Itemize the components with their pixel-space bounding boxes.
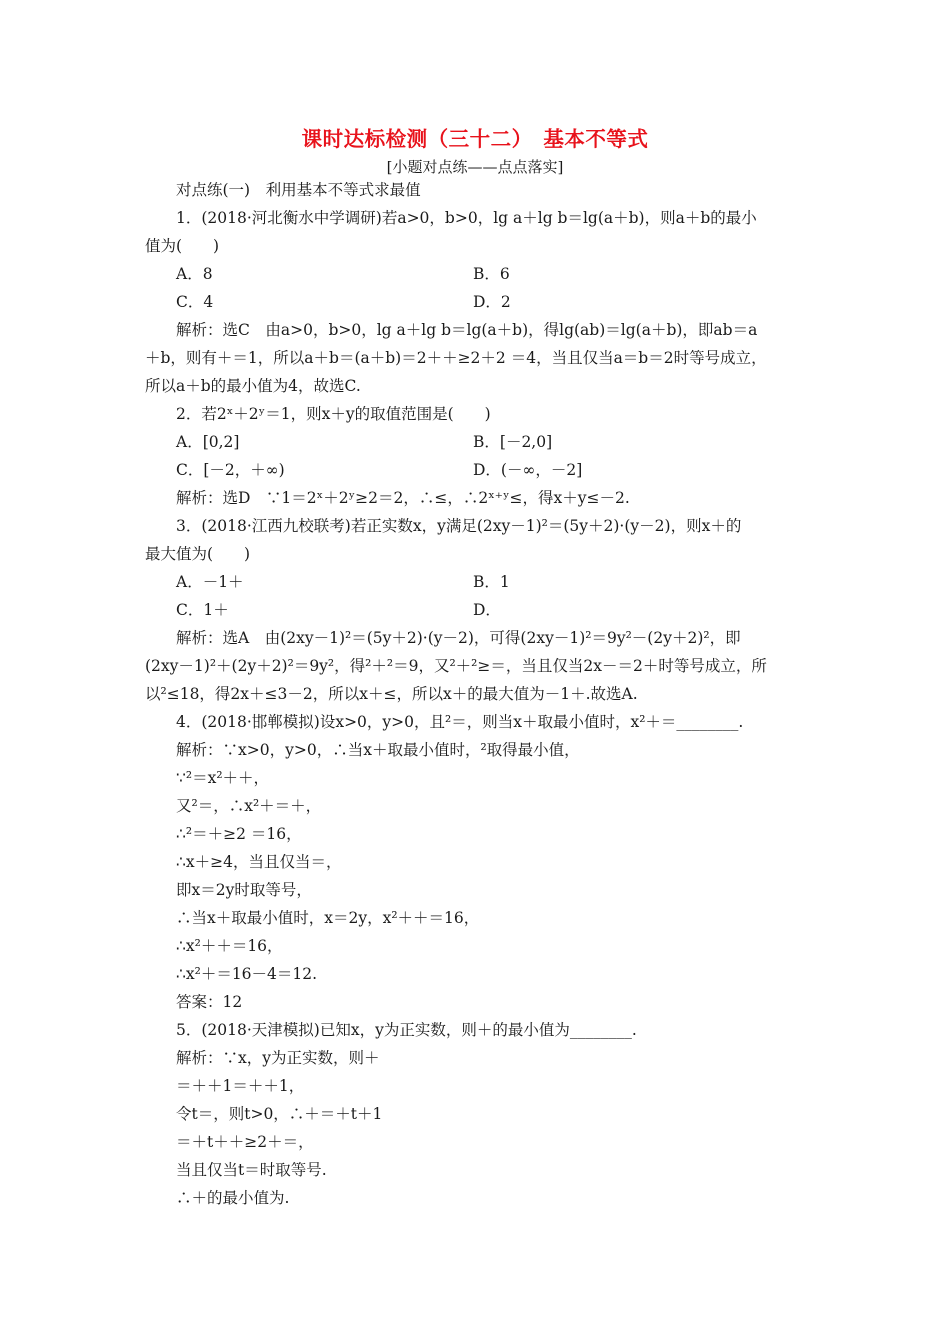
q1-option-a: A．8 xyxy=(176,265,213,283)
q3-solution-line: (2xy－1)²＋(2y＋2)²＝9y²，得²＋²＝9，又²＋²≥＝，当且仅当2x－＝2＋时等号成立，所 xyxy=(145,657,767,675)
q4-solution-line: ∴当x＋取最小值时，x＝2y，x²＋＋＝16， xyxy=(176,909,480,927)
question-5-stem: 5．(2018·天津模拟)已知x，y为正实数，则＋的最小值为________. xyxy=(176,1021,637,1039)
q4-solution-line: ∴x²＋＋＝16， xyxy=(176,937,283,955)
question-1-stem-cont: 值为( ) xyxy=(145,237,220,255)
q1-option-b: B．6 xyxy=(473,265,510,283)
q3-solution: 解析：选A 由(2xy－1)²＝(5y＋2)·(y－2)，可得(2xy－1)²＝9y²－(2y＋2)²，即 xyxy=(176,629,741,647)
page-title: 课时达标检测（三十二） 基本不等式 xyxy=(301,127,649,151)
q2-solution: 解析：选D ∵1＝2ˣ＋2ʸ≥2＝2，∴≤，∴2ˣ⁺ʸ≤，得x＋y≤－2. xyxy=(176,489,630,507)
q4-answer: 答案：12 xyxy=(176,993,243,1011)
q4-solution-line: ∴x＋≥4，当且仅当＝， xyxy=(176,853,342,871)
q3-option-a: A．－1＋ xyxy=(176,573,244,591)
q4-solution-line: ∴x²＋＝16－4＝12. xyxy=(176,965,318,983)
q3-option-d: D． xyxy=(473,601,501,619)
q4-solution-line: 即x＝2y时取等号， xyxy=(176,881,312,899)
q4-solution: 解析：∵x>0，y>0，∴当x＋取最小值时，²取得最小值， xyxy=(176,741,580,759)
question-3-stem-cont: 最大值为( ) xyxy=(145,545,251,563)
q2-option-d: D．(－∞，－2] xyxy=(473,461,583,479)
q1-solution-line: ＋b，则有＋＝1，所以a＋b＝(a＋b)＝2＋＋≥2＋2 ＝4，当且仅当a＝b＝2时等号成立， xyxy=(145,349,767,367)
q2-option-a: A．[0,2] xyxy=(176,433,240,451)
q4-solution-line: 又²＝，∴x²＋＝＋， xyxy=(176,797,322,815)
q5-solution-line: ∴＋的最小值为. xyxy=(176,1189,290,1207)
q1-solution-line: 所以a＋b的最小值为4，故选C. xyxy=(145,377,361,395)
q4-solution-line: ∴²＝＋≥2 ＝16， xyxy=(176,825,302,843)
section-heading: 对点练(一) 利用基本不等式求最值 xyxy=(176,181,421,199)
q5-solution-line: ＝＋t＋＋≥2＋＝， xyxy=(176,1133,314,1151)
q5-solution-line: ＝＋＋1＝＋＋1， xyxy=(176,1077,305,1095)
q3-solution-line: 以²≤18，得2x＋≤3－2，所以x＋≤，所以x＋的最大值为－1＋.故选A. xyxy=(145,685,638,703)
q2-option-b: B．[－2,0] xyxy=(473,433,553,451)
q1-option-c: C．4 xyxy=(176,293,214,311)
section-subtitle: [小题对点练——点点落实] xyxy=(386,158,564,176)
q5-solution-line: 令t＝，则t>0，∴＋＝＋t＋1 xyxy=(176,1105,383,1123)
q3-option-c: C．1＋ xyxy=(176,601,229,619)
q1-option-d: D．2 xyxy=(473,293,511,311)
question-2-stem: 2．若2ˣ＋2ʸ＝1，则x＋y的取值范围是( ) xyxy=(176,405,491,423)
q5-solution-line: 当且仅当t＝时取等号. xyxy=(176,1161,327,1179)
question-3-stem: 3．(2018·江西九校联考)若正实数x，y满足(2xy－1)²＝(5y＋2)·(y－2)，则x＋的 xyxy=(176,517,742,535)
q3-option-b: B．1 xyxy=(473,573,510,591)
q2-option-c: C．[－2，＋∞) xyxy=(176,461,285,479)
q5-solution: 解析：∵x，y为正实数，则＋ xyxy=(176,1049,380,1067)
q4-solution-line: ∵²＝x²＋＋， xyxy=(176,769,270,787)
question-1-stem: 1．(2018·河北衡水中学调研)若a>0，b>0，lg a＋lg b＝lg(a＋b)，则a＋b的最小 xyxy=(176,209,757,227)
question-4-stem: 4．(2018·邯郸模拟)设x>0，y>0，且²＝，则当x＋取最小值时，x²＋＝________. xyxy=(176,713,744,731)
q1-solution: 解析：选C 由a>0，b>0，lg a＋lg b＝lg(a＋b)，得lg(ab)＝lg(a＋b)，即ab＝a xyxy=(176,321,758,339)
